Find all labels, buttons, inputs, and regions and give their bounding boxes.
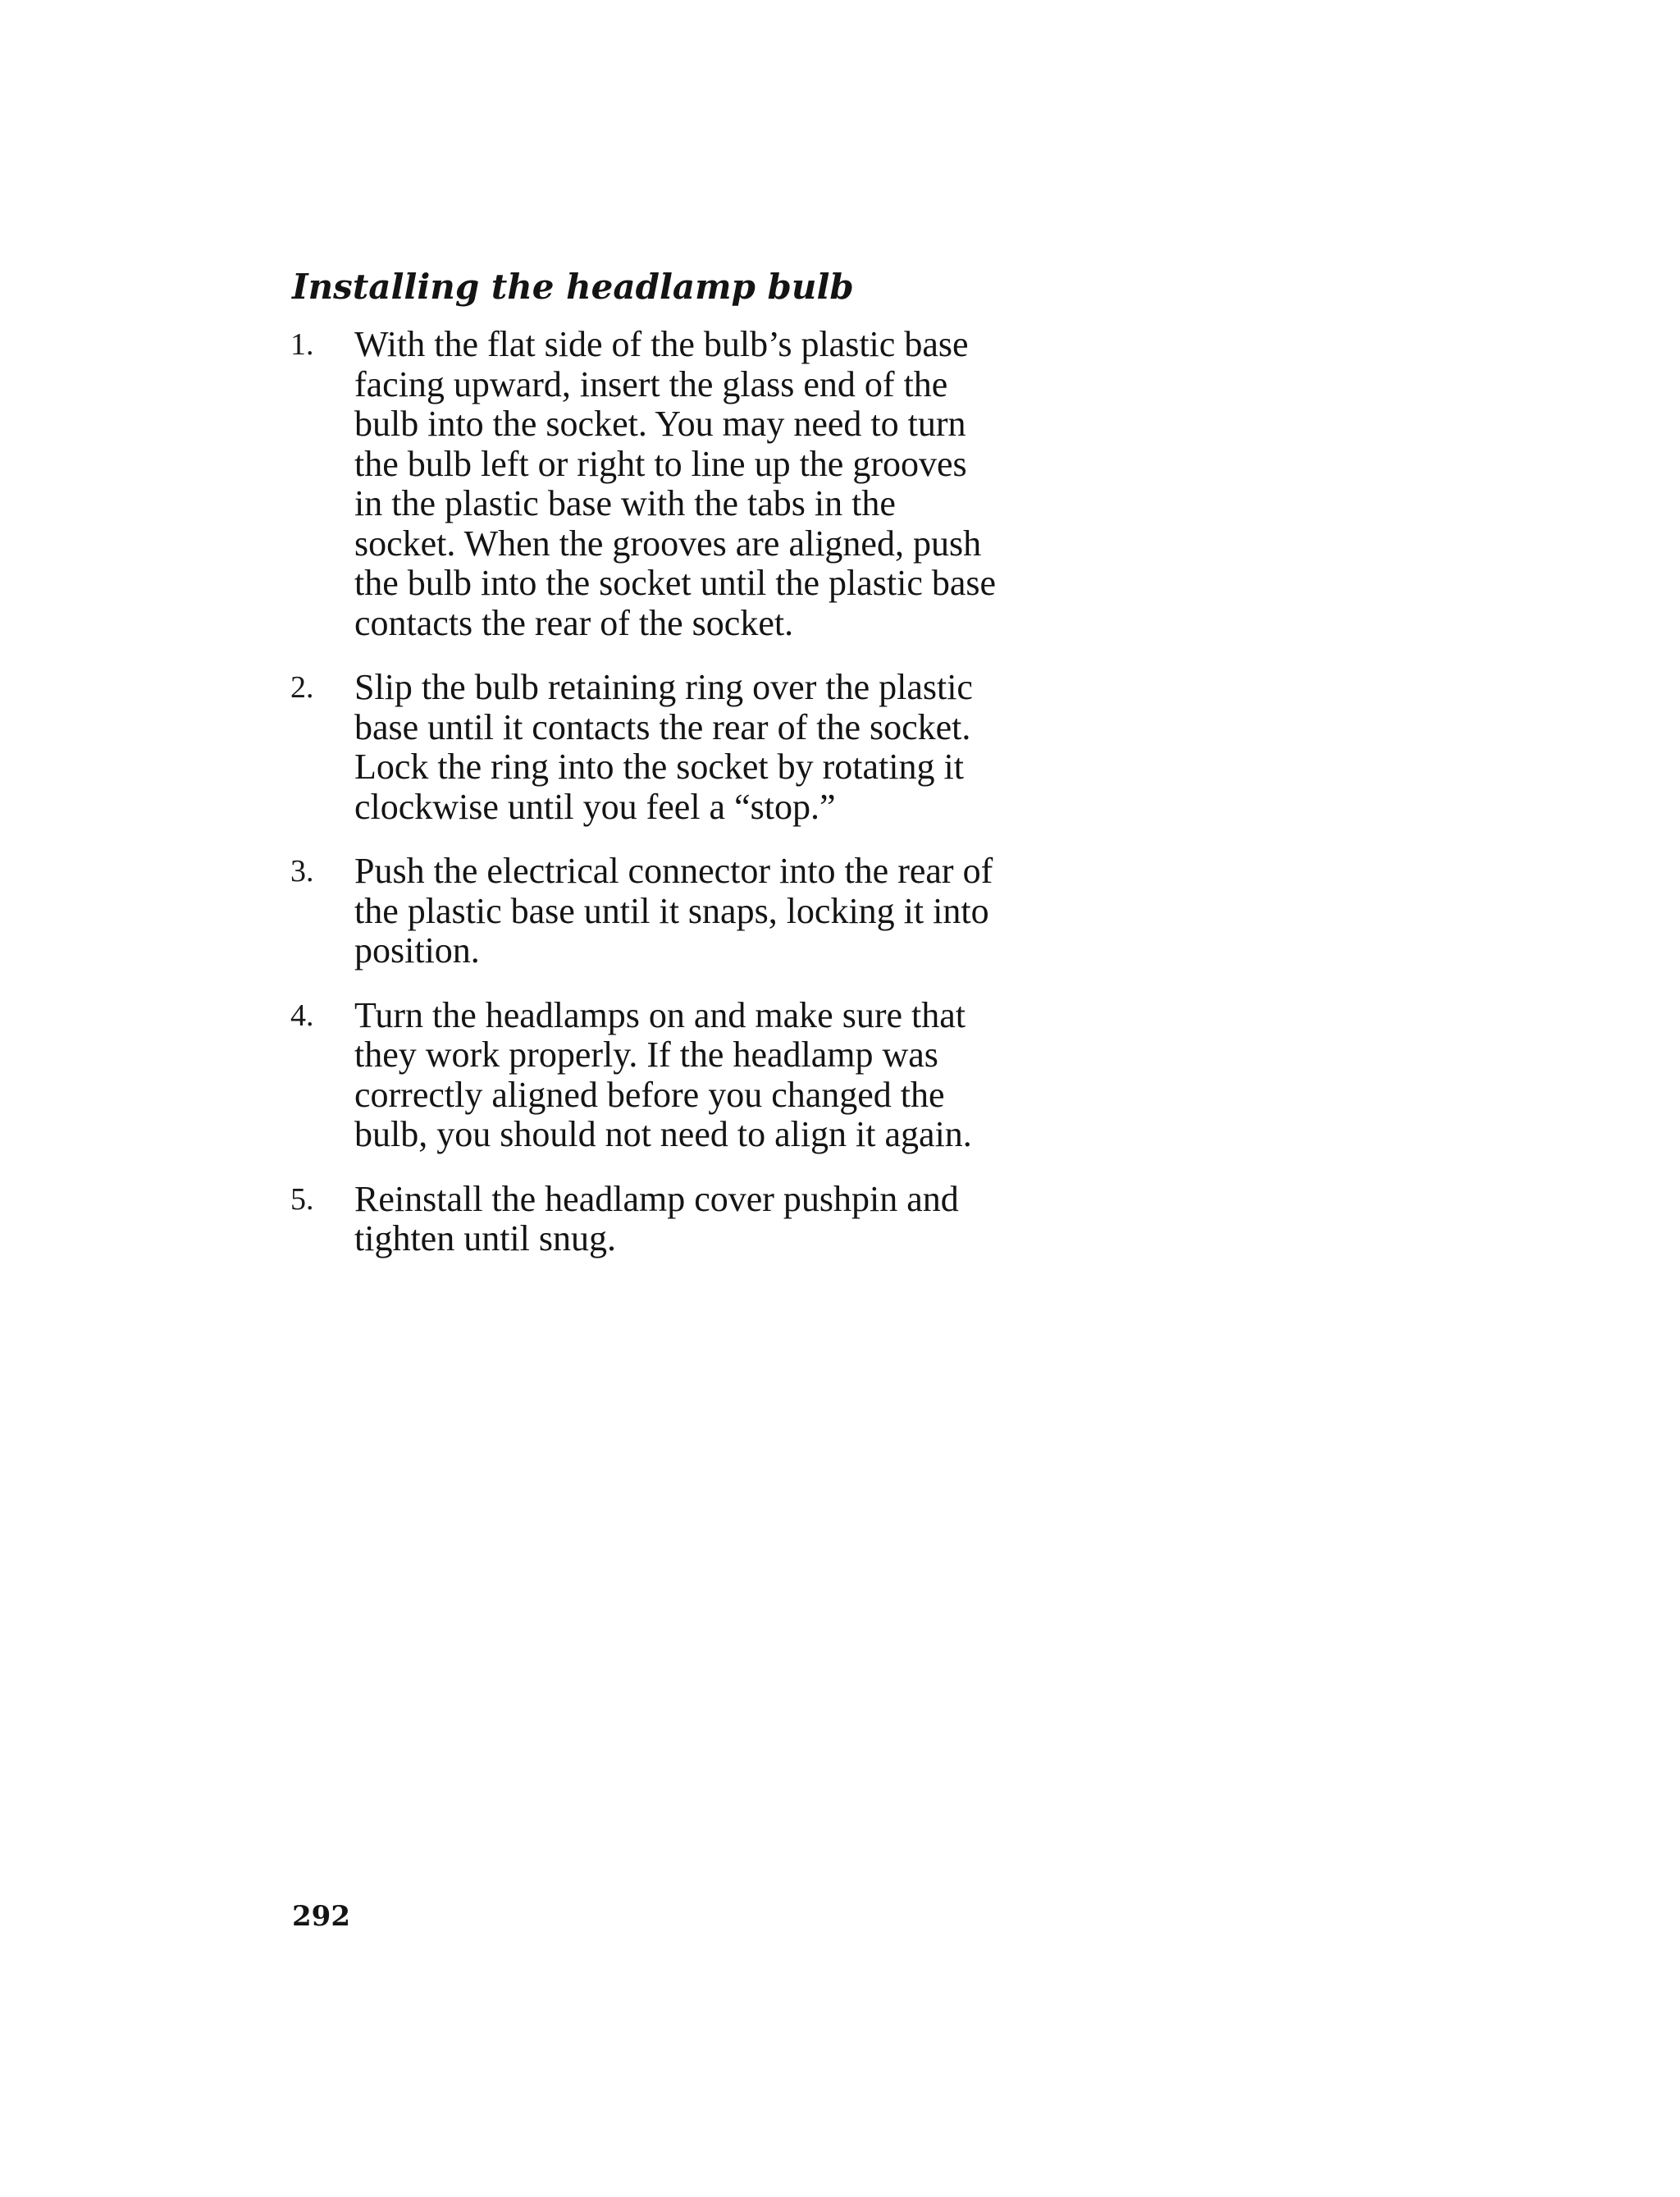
step-number: 2.	[290, 670, 314, 705]
step-text: Slip the bulb retaining ring over the plastic base until it contacts the rear of the socket. Lock the ring into the socket by rotating it clockwise until you feel a “stop.”	[354, 667, 973, 827]
step-3	[290, 852, 1160, 971]
step-4	[290, 996, 1160, 1155]
step-text: Turn the headlamps on and make sure that they work properly. If the headlamp was correctly aligned before you changed the bulb, you should not need to align it again.	[354, 994, 972, 1154]
step-number: 5.	[290, 1181, 314, 1217]
step-1	[290, 325, 1160, 643]
step-text: Reinstall the headlamp cover pushpin and tighten until snug.	[354, 1178, 959, 1258]
step-2	[290, 668, 1160, 827]
page-number: 292	[292, 1900, 350, 1933]
section-heading: Installing the headlamp bulb	[292, 267, 854, 307]
step-5	[290, 1180, 1160, 1259]
step-number: 4.	[290, 998, 314, 1033]
instruction-steps	[290, 325, 1160, 1284]
step-number: 1.	[290, 327, 314, 362]
step-text: With the flat side of the bulb’s plastic base facing upward, insert the glass end of the bulb into the socket. You may need to turn the bulb left or right to line up the grooves in the plastic base with the tabs in the socket. When the grooves are aligned, push the bulb into the socket until the plastic base contacts the rear of the socket.	[354, 324, 997, 643]
step-text: Push the electrical connector into the rear of the plastic base until it snaps, locking it into position.	[354, 851, 993, 971]
step-number: 3.	[290, 854, 314, 888]
